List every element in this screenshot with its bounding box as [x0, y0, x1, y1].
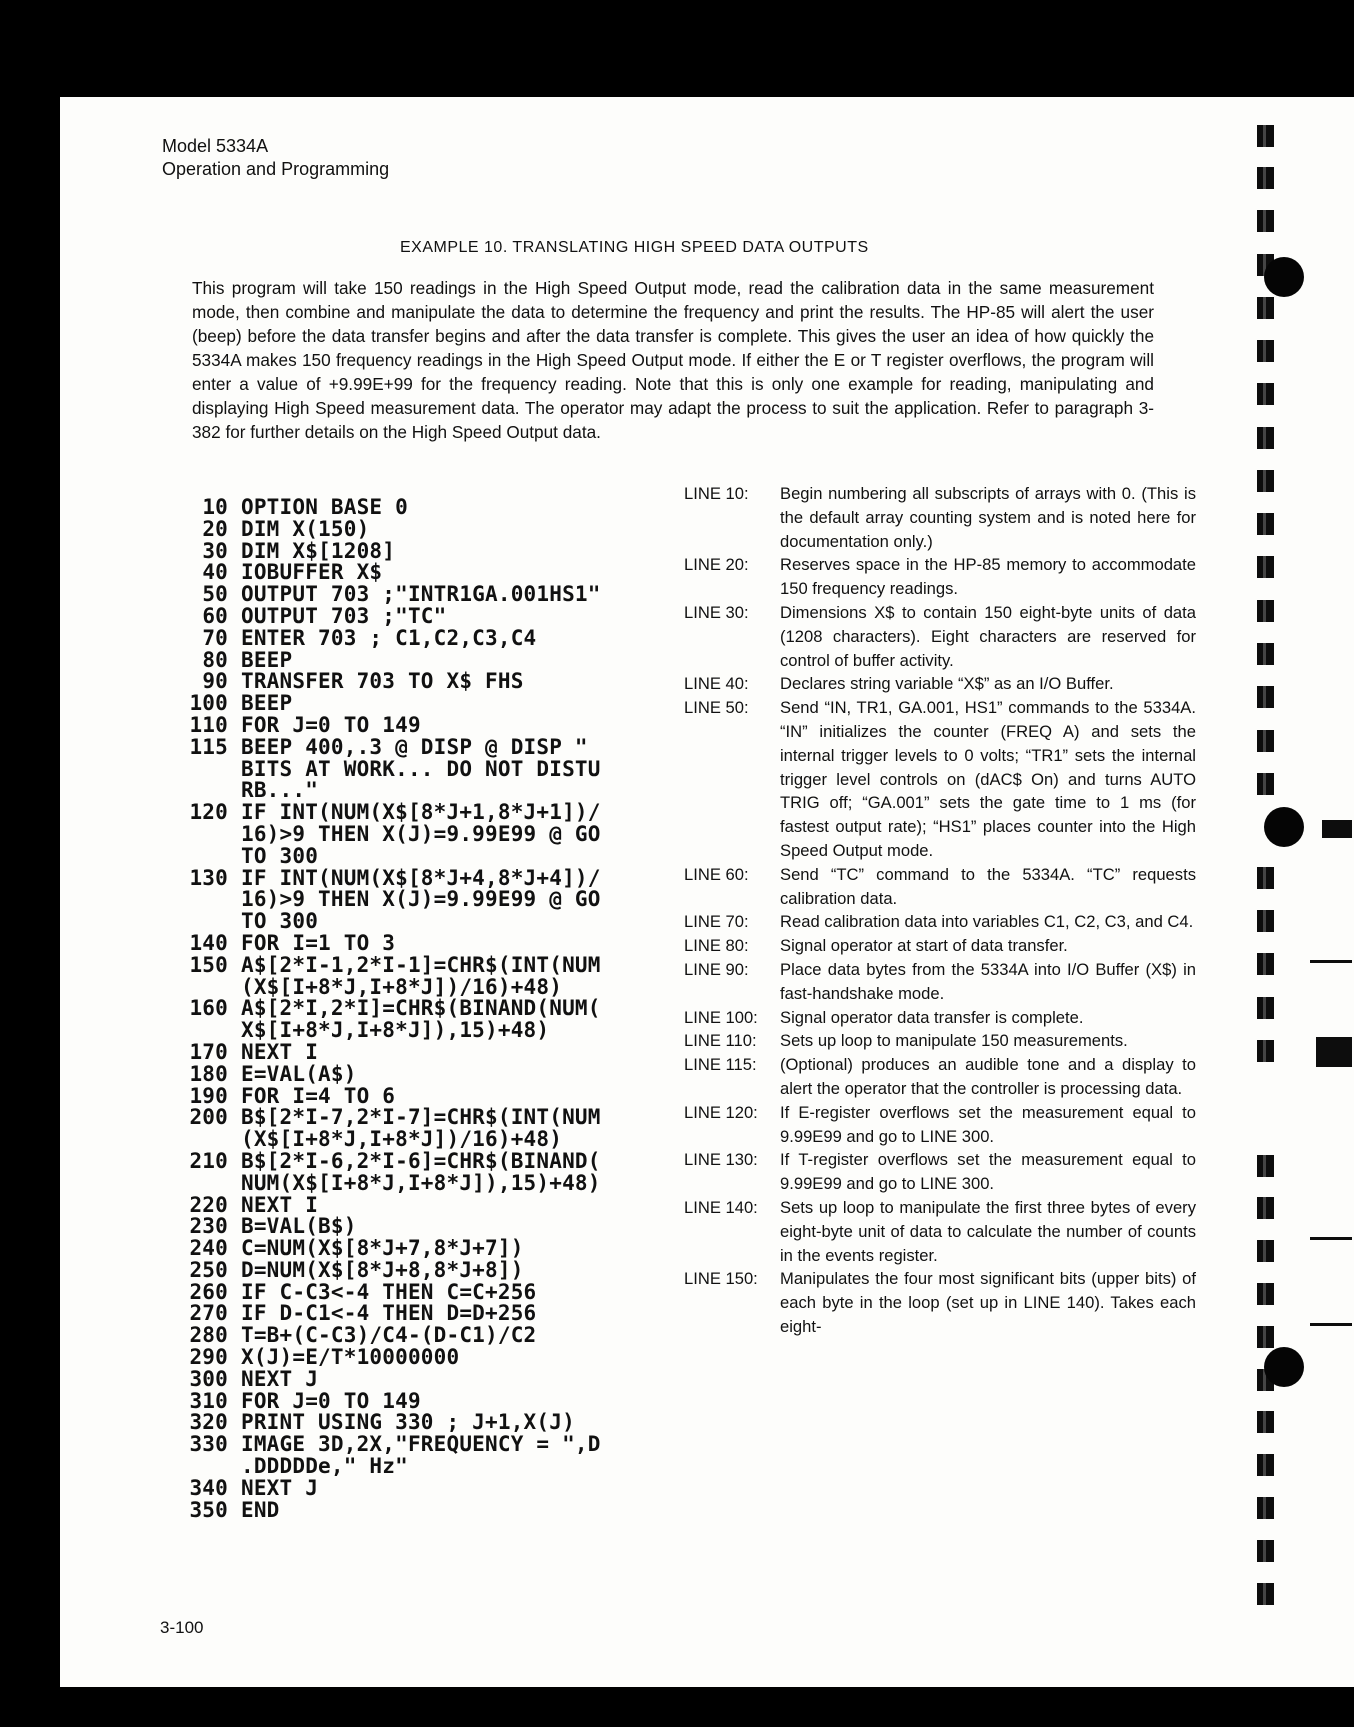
line-number: 20	[202, 516, 228, 541]
code-text: FOR I=4 TO 6	[241, 1083, 396, 1108]
code-text: T=B+(C-C3)/C4-(D-C1)/C2	[241, 1323, 537, 1348]
edge-mark	[1310, 960, 1352, 963]
line-number: 110	[189, 712, 228, 737]
line-note	[684, 863, 1196, 911]
code-text: OPTION BASE 0	[241, 495, 408, 519]
line-number: 350	[189, 1497, 228, 1522]
line-number: 330	[189, 1432, 228, 1457]
code-text: IOBUFFER X$	[241, 560, 383, 585]
binder-tab	[1257, 643, 1274, 665]
code-line	[188, 889, 728, 911]
code-text: IMAGE 3D,2X,"FREQUENCY = ",D	[241, 1432, 601, 1457]
line-number	[188, 889, 228, 911]
code-text: E=VAL(A$)	[241, 1061, 357, 1086]
line-number: 100	[189, 691, 228, 716]
binder-tab	[1257, 1540, 1274, 1562]
line-number: 40	[202, 560, 228, 585]
code-text: TRANSFER 703 TO X$ FHS	[241, 669, 524, 694]
line-number: 250	[189, 1257, 228, 1282]
line-number: 190	[189, 1083, 228, 1108]
binder-tab	[1257, 1197, 1274, 1219]
note-text: Signal operator at start of data transfer.	[780, 936, 1068, 956]
note-text: Send “IN, TR1, GA.001, HS1” commands to the 5334A. “IN” initializes the counter (FREQ A) and sets the internal trigger levels to 0 volts; “TR1” sets the internal trigger level controls on (dAC$ On) and turns AUTO TRIG off; “GA.001” sets the gate time to 1 ms (for fastest output rate); “HS1” places counter into the High Speed Output mode.	[780, 698, 1196, 860]
binder-tab	[1257, 1497, 1274, 1519]
code-line	[188, 1129, 728, 1151]
line-number: 60	[202, 603, 228, 628]
page-number: 3-100	[160, 1618, 204, 1637]
note-text: (Optional) produces an audible tone and a display to alert the operator that the controller is processing data.	[780, 1055, 1196, 1098]
line-number: 30	[202, 538, 228, 563]
line-number: 50	[202, 582, 228, 607]
note-label: LINE 50:	[684, 698, 749, 718]
binder-tab	[1257, 773, 1274, 795]
code-text: PRINT USING 330 ; J+1,X(J)	[241, 1410, 575, 1435]
code-line	[188, 1475, 728, 1500]
binder-tab	[1257, 1454, 1274, 1476]
code-line	[188, 625, 728, 650]
note-text: Sets up loop to manipulate 150 measurements.	[780, 1031, 1128, 1051]
line-notes	[684, 482, 1196, 1339]
code-line	[188, 1366, 728, 1391]
binder-tab	[1257, 470, 1274, 492]
line-note	[684, 1029, 1196, 1053]
code-text: OUTPUT 703 ;"TC"	[241, 603, 447, 628]
code-text: X$[I+8*J,I+8*J]),15)+48)	[241, 1018, 550, 1043]
code-line	[188, 1083, 728, 1108]
code-line	[188, 1412, 728, 1434]
note-text: Reserves space in the HP-85 memory to accommodate 150 frequency readings.	[780, 555, 1196, 599]
section-label: Operation and Programming	[162, 159, 390, 179]
note-label: LINE 30:	[684, 602, 749, 622]
binder-tab	[1257, 297, 1274, 319]
intro-paragraph: This program will take 150 readings in the High Speed Output mode, read the calibration data in the same measurement mode, then combine and manipulate the data to determine the frequency and print the results. The HP-85 will alert the user (beep) before the data transfer begins and after the data transfer is complete. This gives the user an idea of how quickly the 5334A makes 150 frequency readings in the High Speed Output mode. If either the E or T register overflows, the program will enter a value of +9.99E+99 for the frequency reading. Note that this is only one example for reading, manipulating and displaying High Speed measurement data. The operator may adapt the process to suit the application. Refer to paragraph 3-382 for further details on the High Speed Output data.	[192, 278, 1154, 442]
code-text: 16)>9 THEN X(J)=9.99E99 @ GO	[241, 821, 601, 846]
binder-tab	[1257, 686, 1274, 708]
code-text: TO 300	[241, 843, 319, 868]
note-label: LINE 40:	[684, 674, 749, 694]
model-label: Model 5334A	[162, 136, 269, 156]
code-line	[188, 1388, 728, 1413]
line-number: 320	[189, 1410, 228, 1435]
code-text: NEXT I	[241, 1039, 319, 1064]
code-text: A$[2*I,2*I]=CHR$(BINAND(NUM(	[241, 996, 601, 1021]
line-number: 115	[189, 734, 228, 759]
line-number: 200	[189, 1105, 228, 1130]
line-number: 90	[202, 669, 228, 694]
code-text: OUTPUT 703 ;"INTR1GA.001HS1"	[241, 582, 601, 607]
code-line	[188, 843, 728, 868]
line-note	[684, 1196, 1196, 1267]
binder-tab	[1257, 383, 1274, 405]
note-label: LINE 80:	[684, 936, 749, 956]
code-text: RB..."	[241, 778, 319, 803]
code-line	[188, 1279, 728, 1304]
note-text: If E-register overflows set the measurement equal to 9.99E99 and go to LINE 300.	[780, 1102, 1196, 1146]
code-text: D=NUM(X$[8*J+8,8*J+8])	[241, 1257, 524, 1282]
line-number: 240	[189, 1236, 228, 1261]
binder-tab	[1257, 556, 1274, 578]
code-line	[188, 998, 728, 1020]
edge-mark	[1310, 1323, 1352, 1326]
binder-tab	[1257, 427, 1274, 449]
note-label: LINE 110:	[684, 1031, 757, 1051]
line-number	[188, 977, 228, 999]
code-line	[188, 1325, 728, 1347]
code-text: IF INT(NUM(X$[8*J+4,8*J+4])/	[241, 865, 601, 890]
code-line	[188, 1020, 728, 1042]
code-line	[188, 712, 728, 737]
line-number: 290	[189, 1345, 228, 1370]
binder-tab	[1257, 910, 1274, 932]
code-text: IF D-C1<-4 THEN D=D+256	[241, 1301, 537, 1326]
line-number: 140	[189, 930, 228, 955]
punch-hole	[1264, 257, 1304, 297]
line-number	[188, 780, 228, 802]
code-line	[188, 1238, 728, 1260]
code-text: TO 300	[241, 909, 319, 934]
line-number: 220	[189, 1192, 228, 1217]
code-text: DIM X$[1208]	[241, 538, 396, 563]
code-text: DIM X(150)	[241, 516, 370, 541]
code-line	[188, 865, 728, 890]
example-title: EXAMPLE 10. TRANSLATING HIGH SPEED DATA OUTPUTS	[400, 239, 869, 256]
binder-tab	[1257, 1583, 1274, 1605]
code-text: (X$[I+8*J,I+8*J])/16)+48)	[241, 1127, 563, 1152]
note-label: LINE 150:	[684, 1269, 758, 1289]
code-line	[188, 802, 728, 824]
line-number	[188, 1173, 228, 1195]
line-note	[684, 910, 1196, 934]
binder-tab	[1257, 340, 1274, 362]
code-line	[188, 693, 728, 715]
code-line	[188, 974, 728, 999]
code-line	[188, 1434, 728, 1456]
code-text: NUM(X$[I+8*J,I+8*J]),15)+48)	[241, 1170, 601, 1195]
note-text: Manipulates the four most significant bits (upper bits) of each byte in the loop (set up in LINE 140). Takes each eight-	[780, 1269, 1196, 1336]
note-text: Read calibration data into variables C1, C2, C3, and C4.	[780, 912, 1194, 932]
binder-tab	[1257, 1155, 1274, 1177]
code-line	[188, 584, 728, 606]
line-number	[188, 846, 228, 868]
edge-mark	[1322, 820, 1352, 838]
line-number: 210	[189, 1148, 228, 1173]
line-number: 280	[189, 1323, 228, 1348]
line-number: 160	[189, 996, 228, 1021]
line-note	[684, 553, 1196, 601]
code-line	[188, 1347, 728, 1369]
line-note	[684, 1101, 1196, 1149]
code-line	[188, 930, 728, 955]
code-line	[188, 647, 728, 672]
code-text: BEEP	[241, 691, 293, 716]
code-line	[188, 1456, 728, 1478]
line-number: 70	[202, 625, 228, 650]
code-line	[188, 516, 728, 541]
code-text: B=VAL(B$)	[241, 1214, 357, 1239]
code-text: (X$[I+8*J,I+8*J])/16)+48)	[241, 974, 563, 999]
note-label: LINE 20:	[684, 555, 749, 575]
code-text: FOR J=0 TO 149	[241, 1388, 421, 1413]
note-text: Sets up loop to manipulate the first three bytes of every eight-byte unit of data to calculate the number of counts in the events register.	[780, 1197, 1196, 1265]
binder-tab	[1257, 600, 1274, 622]
binder-tab	[1257, 997, 1274, 1019]
binder-tab	[1257, 1283, 1274, 1305]
line-number: 260	[189, 1279, 228, 1304]
line-note	[684, 1006, 1196, 1030]
code-line	[188, 1061, 728, 1086]
binder-tab	[1257, 210, 1274, 232]
code-line	[188, 1303, 728, 1325]
note-text: Place data bytes from the 5334A into I/O Buffer (X$) in fast-handshake mode.	[780, 959, 1196, 1003]
line-number: 270	[189, 1301, 228, 1326]
line-number	[188, 1020, 228, 1042]
binder-tab	[1257, 953, 1274, 975]
line-note	[684, 1267, 1196, 1338]
note-text: Begin numbering all subscripts of arrays with 0. (This is the default array counting system and is noted here for documentation only.)	[780, 484, 1196, 551]
binder-tab	[1257, 1326, 1274, 1348]
line-number: 120	[189, 800, 228, 825]
program-listing	[188, 497, 728, 1521]
line-number: 180	[189, 1061, 228, 1086]
note-label: LINE 10:	[684, 484, 749, 503]
code-text: IF C-C3<-4 THEN C=C+256	[241, 1279, 537, 1304]
code-text: 16)>9 THEN X(J)=9.99E99 @ GO	[241, 887, 601, 912]
code-text: BEEP 400,.3 @ DISP @ DISP "	[241, 734, 588, 759]
code-text: NEXT J	[241, 1475, 319, 1500]
line-note	[684, 1053, 1196, 1101]
binder-tab	[1257, 1411, 1274, 1433]
code-text: ENTER 703 ; C1,C2,C3,C4	[241, 625, 537, 650]
code-text: NEXT J	[241, 1366, 319, 1391]
code-text: A$[2*I-1,2*I-1]=CHR$(INT(NUM	[241, 952, 601, 977]
code-line	[188, 497, 728, 519]
code-line	[188, 911, 728, 933]
code-line	[188, 1039, 728, 1064]
note-text: Declares string variable “X$” as an I/O Buffer.	[780, 674, 1114, 694]
code-line	[188, 780, 728, 802]
code-text: FOR J=0 TO 149	[241, 712, 421, 737]
code-line	[188, 1192, 728, 1217]
code-line	[188, 734, 728, 759]
binder-tab	[1257, 730, 1274, 752]
code-line	[188, 952, 728, 977]
line-number: 130	[189, 865, 228, 890]
note-text: If T-register overflows set the measurement equal to 9.99E99 and go to LINE 300.	[780, 1150, 1196, 1194]
line-number: 150	[189, 952, 228, 977]
edge-mark	[1310, 1237, 1352, 1240]
line-note	[684, 1148, 1196, 1196]
code-line	[188, 756, 728, 781]
note-text: Send “TC” command to the 5334A. “TC” requests calibration data.	[780, 864, 1196, 908]
code-text: BEEP	[241, 647, 293, 672]
code-text: BITS AT WORK... DO NOT DISTU	[241, 756, 601, 781]
line-number: 340	[189, 1475, 228, 1500]
code-line	[188, 821, 728, 846]
binder-tab	[1257, 867, 1274, 889]
note-label: LINE 130:	[684, 1150, 758, 1170]
code-line	[188, 1257, 728, 1282]
code-text: IF INT(NUM(X$[8*J+1,8*J+1])/	[241, 800, 601, 825]
punch-hole	[1264, 807, 1304, 847]
code-text: X(J)=E/T*10000000	[241, 1345, 460, 1370]
line-number: 170	[189, 1039, 228, 1064]
note-label: LINE 70:	[684, 912, 749, 932]
code-text: B$[2*I-7,2*I-7]=CHR$(INT(NUM	[241, 1105, 601, 1130]
code-line	[188, 1216, 728, 1238]
line-number	[188, 911, 228, 933]
page-header	[162, 135, 389, 181]
code-text: NEXT I	[241, 1192, 319, 1217]
binder-tab	[1257, 1040, 1274, 1062]
line-note	[684, 934, 1196, 958]
code-text: END	[241, 1497, 280, 1522]
code-line	[188, 1148, 728, 1173]
code-line	[188, 1107, 728, 1129]
line-number	[188, 1456, 228, 1478]
manual-page	[60, 97, 1354, 1687]
note-label: LINE 140:	[684, 1197, 758, 1217]
line-number: 10	[202, 495, 228, 519]
code-line	[188, 538, 728, 563]
code-line	[188, 1170, 728, 1195]
code-text: FOR I=1 TO 3	[241, 930, 396, 955]
line-note	[684, 672, 1196, 696]
code-line	[188, 1497, 728, 1522]
edge-mark	[1316, 1037, 1352, 1067]
note-label: LINE 100:	[684, 1007, 758, 1027]
code-line	[188, 603, 728, 628]
note-label: LINE 90:	[684, 959, 749, 979]
line-number: 300	[189, 1366, 228, 1391]
line-note	[684, 482, 1196, 553]
line-number	[188, 759, 228, 781]
code-text: .DDDDDe," Hz"	[241, 1454, 408, 1479]
note-label: LINE 115:	[684, 1055, 757, 1075]
line-number: 80	[202, 647, 228, 672]
binder-tab	[1257, 513, 1274, 535]
line-number: 310	[189, 1388, 228, 1413]
note-label: LINE 120:	[684, 1102, 758, 1122]
line-note	[684, 601, 1196, 672]
note-text: Signal operator data transfer is complete.	[780, 1007, 1084, 1027]
code-line	[188, 671, 728, 693]
binder-tab	[1257, 1240, 1274, 1262]
binder-tab	[1257, 125, 1274, 147]
line-note	[684, 958, 1196, 1006]
line-note	[684, 696, 1196, 863]
note-text: Dimensions X$ to contain 150 eight-byte units of data (1208 characters). Eight characters are reserved for control of buffer activity.	[780, 602, 1196, 670]
line-number	[188, 824, 228, 846]
note-label: LINE 60:	[684, 864, 749, 884]
line-number: 230	[189, 1214, 228, 1239]
code-text: B$[2*I-6,2*I-6]=CHR$(BINAND(	[241, 1148, 601, 1173]
binder-tab	[1257, 167, 1274, 189]
binder-edge	[1238, 97, 1354, 1687]
code-text: C=NUM(X$[8*J+7,8*J+7])	[241, 1236, 524, 1261]
line-number	[188, 1129, 228, 1151]
punch-hole	[1264, 1347, 1304, 1387]
code-line	[188, 562, 728, 584]
